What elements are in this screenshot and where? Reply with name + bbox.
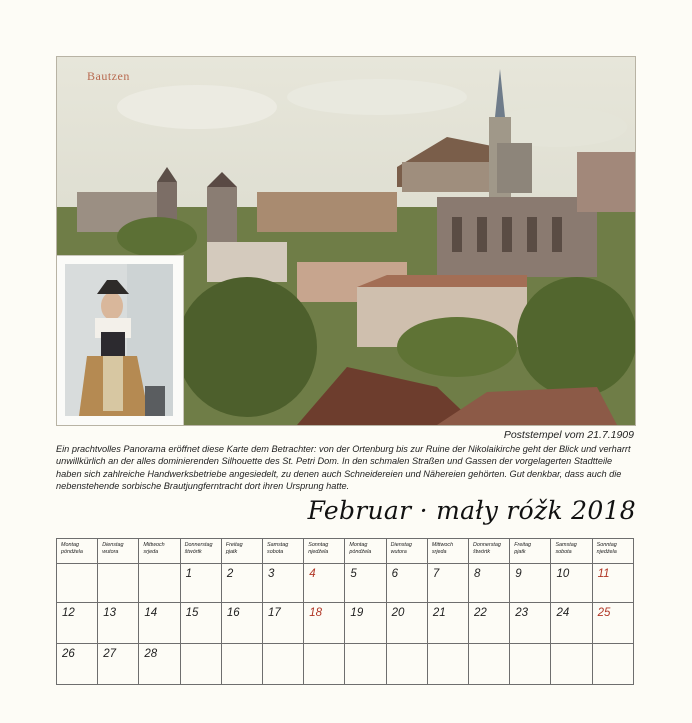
- weekday-header: Montag póndźela: [57, 539, 98, 564]
- weekday-header: Sonntag njedźela: [304, 539, 345, 564]
- day-cell: 7: [427, 564, 468, 603]
- day-cell-sunday: [304, 644, 345, 685]
- weekday-header: Sonntag njedźela: [592, 539, 633, 564]
- day-cell: [386, 644, 427, 685]
- weekday-header-row: [57, 539, 634, 564]
- day-cell: 22: [469, 603, 510, 644]
- day-cell: 8: [469, 564, 510, 603]
- day-cell: 16: [221, 603, 262, 644]
- day-cell: 13: [98, 603, 139, 644]
- weekday-header: Freitag pjatk: [221, 539, 262, 564]
- week-row: [57, 564, 634, 603]
- day-cell: 28: [139, 644, 180, 685]
- day-cell-sunday: 4: [304, 564, 345, 603]
- day-cell: 1: [180, 564, 221, 603]
- day-cell-sunday: 11: [592, 564, 633, 603]
- weekday-header: Samstag sobota: [263, 539, 304, 564]
- day-cell: [427, 644, 468, 685]
- week-row: [57, 603, 634, 644]
- calendar-grid: [56, 538, 634, 685]
- day-cell: [263, 644, 304, 685]
- day-cell: [510, 644, 551, 685]
- day-cell: 9: [510, 564, 551, 603]
- weekday-header: Donnerstag štwórtk: [469, 539, 510, 564]
- day-cell: 3: [263, 564, 304, 603]
- weekday-header: Mittwoch srjeda: [427, 539, 468, 564]
- sorbian-costume-portrait: [57, 256, 183, 426]
- day-cell: 21: [427, 603, 468, 644]
- month-title: Februar · mały róžk 2018: [307, 496, 636, 525]
- day-cell: [551, 644, 592, 685]
- weekday-header: Dienstag wutora: [98, 539, 139, 564]
- postcard-photo: [56, 56, 636, 426]
- day-cell: 26: [57, 644, 98, 685]
- weekday-header: Donnerstag štwórtk: [180, 539, 221, 564]
- day-cell: [57, 564, 98, 603]
- day-cell: [221, 644, 262, 685]
- day-cell: 14: [139, 603, 180, 644]
- day-cell: [98, 564, 139, 603]
- day-cell: 23: [510, 603, 551, 644]
- day-cell: 15: [180, 603, 221, 644]
- photo-description: Ein prachtvolles Panorama eröffnet diese Karte dem Betrachter: von der Ortenburg bis zur Ruine der Nikolaikirche geht der Blick und verharrt unwillkürlich an der alles dominierenden Silhouette des St. Petri Dom. In den schmalen Straßen und Gassen der vorgelagerten Stadtteile haben sich zahlreiche Handwerksbetriebe angesiedelt, zu denen auch Schneidereien und Nähereien gehörten. Gut denkbar, dass auch die nebenstehende sorbische Brautjungferntracht dort ihren Ursprung hatte.: [56, 444, 631, 491]
- day-cell: 24: [551, 603, 592, 644]
- day-cell: 5: [345, 564, 386, 603]
- day-cell: 10: [551, 564, 592, 603]
- postmark-date: Poststempel vom 21.7.1909: [503, 429, 634, 441]
- weekday-header: Dienstag wutora: [386, 539, 427, 564]
- day-cell: 6: [386, 564, 427, 603]
- weekday-header: Mittwoch srjeda: [139, 539, 180, 564]
- photo-caption-bautzen: Bautzen: [87, 69, 130, 83]
- weekday-header: Samstag sobota: [551, 539, 592, 564]
- day-cell: 17: [263, 603, 304, 644]
- day-cell: [469, 644, 510, 685]
- day-cell-sunday: [592, 644, 633, 685]
- day-cell: 27: [98, 644, 139, 685]
- day-cell: [180, 644, 221, 685]
- day-cell-sunday: 18: [304, 603, 345, 644]
- day-cell: [345, 644, 386, 685]
- weekday-header: Montag póndźela: [345, 539, 386, 564]
- weekday-header: Freitag pjatk: [510, 539, 551, 564]
- day-cell-sunday: 25: [592, 603, 633, 644]
- day-cell: [139, 564, 180, 603]
- day-cell: 2: [221, 564, 262, 603]
- day-cell: 19: [345, 603, 386, 644]
- inset-portrait: [57, 255, 184, 426]
- day-cell: 12: [57, 603, 98, 644]
- week-row: [57, 644, 634, 685]
- day-cell: 20: [386, 603, 427, 644]
